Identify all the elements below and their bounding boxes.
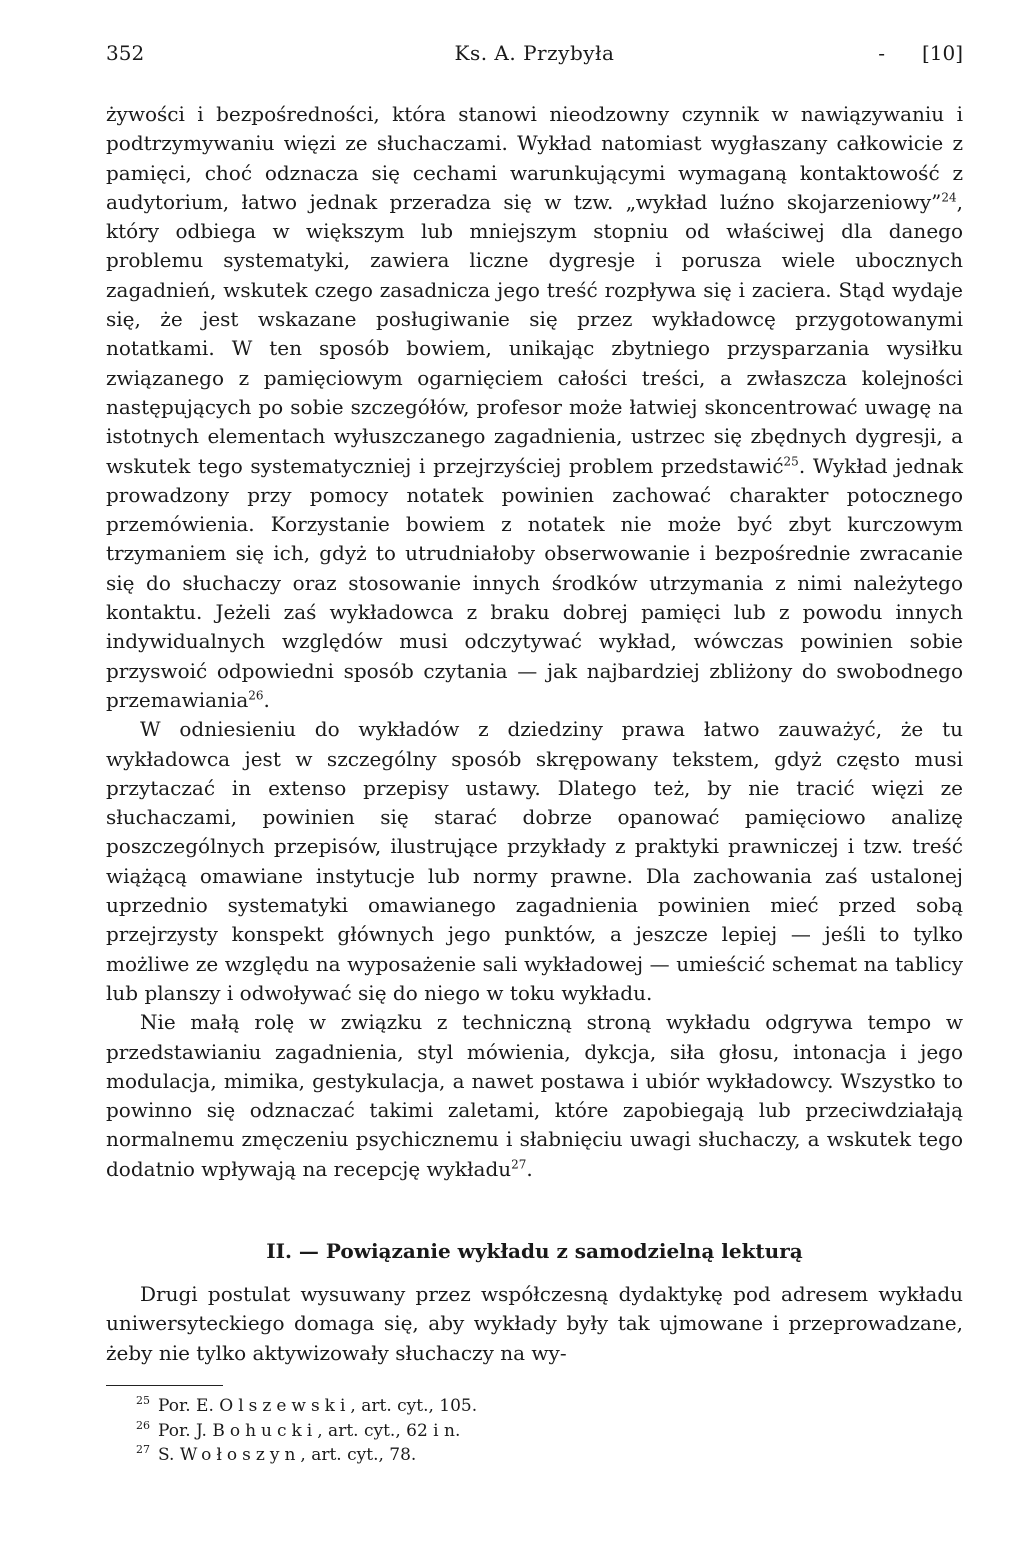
paragraph-1-text-d: . bbox=[263, 687, 270, 712]
body-text-2 bbox=[106, 1280, 963, 1368]
footnote-number: 26 bbox=[136, 1418, 150, 1432]
header-dash: - bbox=[878, 41, 885, 65]
paragraph-1-text-c: . Wykład jednak prowadzony przy pomocy notatek powinien zachować charakter potocznego przemówienia. Korzystanie bowiem z notatek nie może być zbyt kurczowym trzymaniem się ich, gdyż to utrudniałoby obserwowanie i bezpośrednie zwracanie się do słuchaczy oraz stosowanie innych środków utrzymania z nimi należytego kontaktu. Jeżeli zaś wykładowca z braku dobrej pamięci lub z powodu innych indywidualnych względów musi odczytywać wykład, wówczas powinien sobie przyswoić odpowiedni sposób czytania — jak najbardziej zbliżony do swobodnego przemawiania bbox=[106, 453, 963, 712]
footnote-ref-24: 24 bbox=[941, 190, 957, 205]
paragraph-2: W odniesieniu do wykładów z dziedziny prawa łatwo zauważyć, że tu wykładowca jest w szczególny sposób skrępowany tekstem, gdyż często musi przytaczać in extenso przepisy ustawy. Dlatego też, by nie tracić więzi ze słuchaczami, powinien się starać dobrze opanować pamięciowo analizę poszczególnych przepisów, ilustrujące przykłady z praktyki prawniczej i tzw. treść wiążącą omawiane instytucje lub normy prawne. Dla zachowania zaś ustalonej uprzednio systematyki omawianego zagadnienia powinien mieć przed sobą przejrzysty konspekt głównych jego punktów, a jeszcze lepiej — jeśli to tylko możliwe ze względu na wyposażenie sali wykładowej — umieścić schemat na tablicy lub planszy i odwoływać się do niego w toku wykładu. bbox=[106, 717, 963, 1005]
footnote-25 bbox=[136, 1394, 836, 1419]
footnote-26 bbox=[136, 1419, 836, 1444]
footnote-prefix: Por. E. bbox=[158, 1396, 220, 1416]
paragraph-1-text-a: żywości i bezpośredności, która stanowi nieodzowny czynnik w nawiązywaniu i podtrzymywaniu więzi ze słuchaczami. Wykład natomiast wygłaszany całkowicie z pamięci, choć odznacza się cechami warunkującymi wymaganą kontaktowość z audytorium, łatwo jednak przeradza się w tzw. „wykład luźno skojarzeniowy” bbox=[106, 102, 963, 214]
running-header bbox=[106, 38, 963, 68]
paragraph-1-text-b: , który odbiega w większym lub mniejszym stopniu od właściwej dla danego problemu systematyki, zawiera liczne dygresje i porusza wiele ubocznych zagadnień, wskutek czego zasadnicza jego treść rozpływa się i zaciera. Stąd wydaje się, że jest wskazane posługiwanie się przez wykładowcę przygotowanymi notatkami. W ten sposób bowiem, unikając zbytniego przysparzania wysiłku związanego z pamięciowym ogarnięciem całości treści, a zwłaszcza kolejności następujących po sobie szczegółów, profesor może łatwiej skoncentrować uwagę na istotnych elementach wyłuszczanego zagadnienia, ustrzec się zbędnych dygresji, a wskutek tego systematyczniej i przejrzyściej problem przedstawić bbox=[106, 189, 963, 478]
footnote-27 bbox=[136, 1443, 836, 1468]
paragraph-1 bbox=[106, 100, 963, 715]
footnote-citation: , art. cyt., 78. bbox=[300, 1445, 417, 1465]
paragraph-3 bbox=[106, 1008, 963, 1184]
footnote-citation: , art. cyt., 105. bbox=[350, 1396, 478, 1416]
paragraph-3-text: Nie małą rolę w związku z techniczną stroną wykładu odgrywa tempo w przedstawianiu zagadnienia, styl mówienia, dykcja, siła głosu, intonacja i jego modulacja, mimika, gestykulacja, a nawet postawa i ubiór wykładowcy. Wszystko to powinno się odznaczać takimi zaletami, które zapobiegają lub przeciwdziałają normalnemu zmęczeniu psychicznemu i słabnięciu uwagi słuchaczy, a wskutek tego dodatnio wpływają na recepcję wykładu bbox=[106, 1010, 963, 1181]
footnote-author: Bohucki bbox=[212, 1420, 318, 1441]
footnote-number: 27 bbox=[136, 1443, 150, 1457]
page-number: 352 bbox=[106, 41, 145, 65]
footnote-author: Wołoszyn bbox=[179, 1445, 301, 1465]
footnote-prefix: S. bbox=[158, 1445, 180, 1465]
section-ref: [10] bbox=[921, 41, 963, 65]
running-title: Ks. A. Przybyła bbox=[454, 41, 615, 65]
footnote-number: 25 bbox=[136, 1394, 150, 1408]
footnote-prefix: Por. J. bbox=[158, 1420, 213, 1441]
paragraph-3-end: . bbox=[526, 1156, 533, 1181]
footnote-ref-25: 25 bbox=[783, 453, 799, 468]
footnote-ref-27: 27 bbox=[511, 1157, 527, 1172]
footnote-ref-26: 26 bbox=[248, 688, 264, 703]
footnote-author: Olszewski bbox=[219, 1396, 351, 1416]
section-heading: II. — Powiązanie wykładu z samodzielną lekturą bbox=[266, 1239, 803, 1263]
paragraph-4: Drugi postulat wysuwany przez współczesną dydaktykę pod adresem wykładu uniwersyteckiego domaga się, aby wykłady były tak ujmowane i przeprowadzane, żeby nie tylko aktywizowały słuchaczy na wy- bbox=[106, 1282, 963, 1365]
footnotes bbox=[136, 1394, 836, 1468]
body-text bbox=[106, 100, 963, 1184]
footnote-citation: , art. cyt., 62 i n. bbox=[317, 1420, 461, 1441]
footnote-divider bbox=[106, 1385, 223, 1386]
